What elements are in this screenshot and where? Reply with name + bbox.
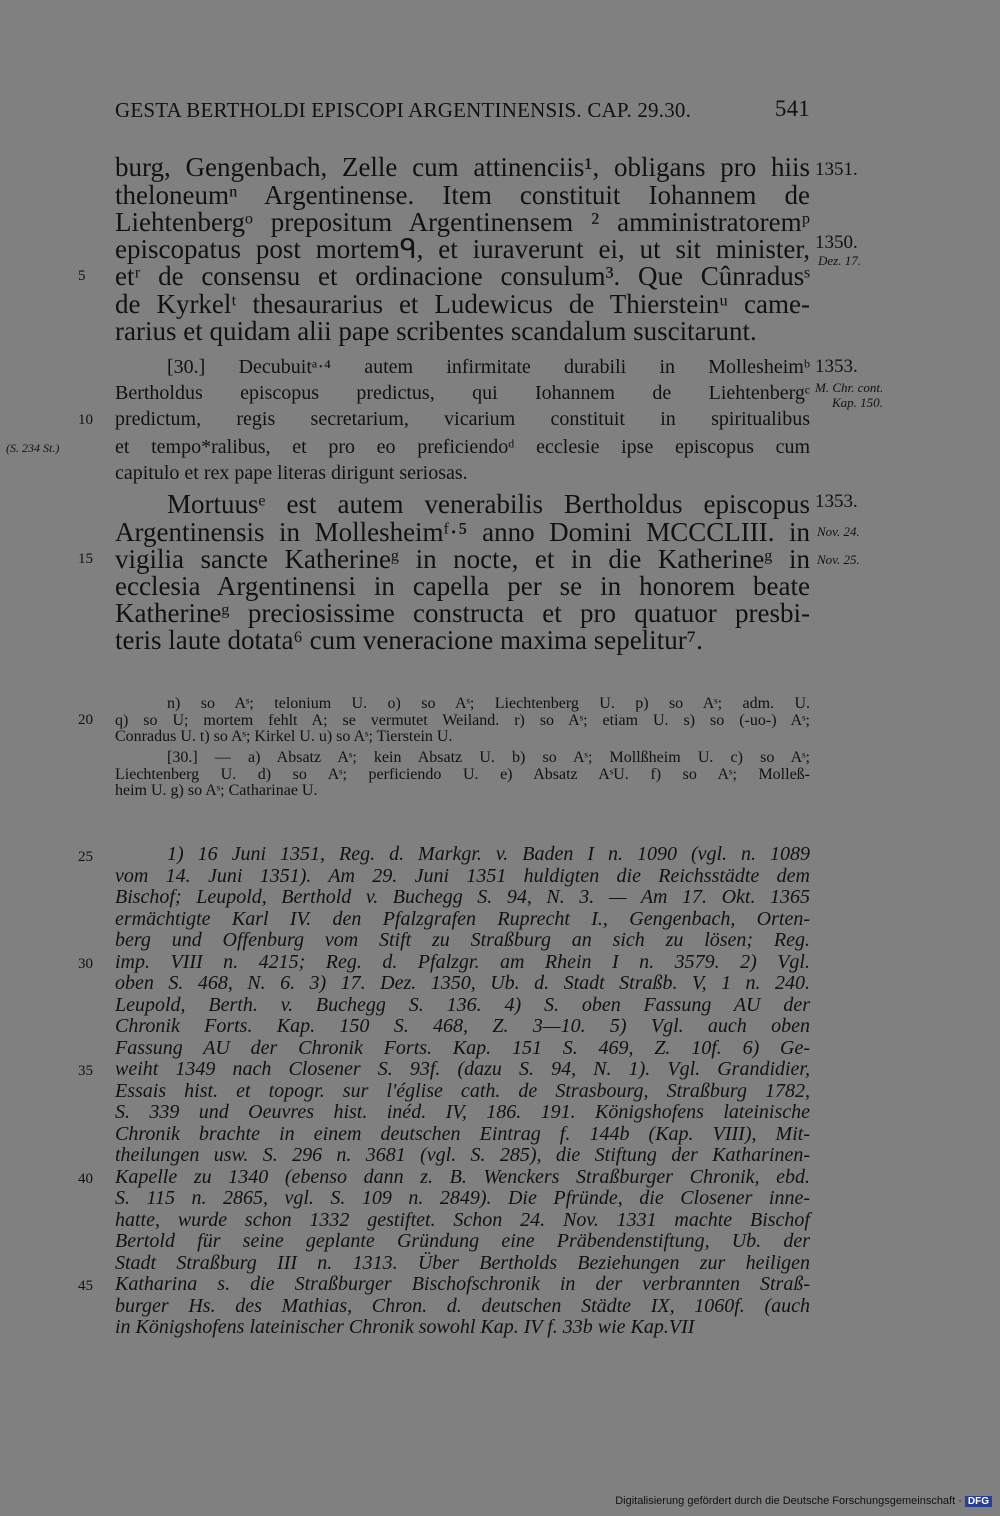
note-line: vom 14. Juni 1351). Am 29. Juni 1351 huldigten die Reichsstädte dem	[115, 865, 810, 887]
margin-source: Kap. 150.	[832, 395, 883, 410]
mortuus-line: ecclesia Argentinensi in capella per se in honorem beate	[115, 571, 810, 601]
margin-year: 1350.	[815, 232, 858, 253]
note-line: S. 339 und Oeuvres hist. inéd. IV, 186. 191. Königshofens lateinische	[115, 1101, 810, 1123]
margin-page-reference: (S. 234 St.)	[6, 441, 60, 455]
text-line: episcopatus post mortemᑫ, et iuraverunt ei, ut sit minister,	[115, 234, 810, 264]
note-line: Chronik brachte in einem deutschen Eintrag f. 144b (Kap. VIII), Mit-	[115, 1123, 810, 1145]
line-number: 5	[78, 268, 86, 284]
apparatus-line: [30.] — a) Absatz Aˢ; kein Absatz U. b) so Aˢ; Mollßheim U. c) so Aˢ;	[167, 749, 810, 766]
note-line: ermächtigte Karl IV. den Pfalzgrafen Ruprecht I., Gengenbach, Orten-	[115, 908, 810, 930]
note-line: weiht 1349 nach Closener S. 93f. (dazu S. 94, N. 1). Vgl. Grandidier,	[115, 1058, 810, 1080]
apparatus-line: q) so U; mortem fehlt A; se vermutet Weiland. r) so Aˢ; etiam U. s) so (-uo-) Aˢ;	[115, 712, 810, 729]
margin-source: M. Chr. cont.	[815, 380, 884, 395]
note-line: hatte, wurde schon 1332 gestiftet. Schon 24. Nov. 1331 machte Bischof	[115, 1209, 810, 1231]
apparatus-line: Conradus U. t) so Aˢ; Kirkel U. u) so Aˢ; Tierstein U.	[115, 728, 453, 745]
text-line: theloneumⁿ Argentinense. Item constituit Iohannem de	[115, 180, 810, 210]
dfg-logo: DFG	[965, 1496, 992, 1507]
line-number: 30	[78, 956, 93, 972]
mortuus-line: vigilia sancte Katherineᵍ in nocte, et in die Katherineᵍ in	[115, 544, 810, 574]
section-30-line: predictum, regis secretarium, vicarium constituit in spiritualibus	[115, 408, 810, 430]
mortuus-line: teris laute dotata⁶ cum veneracione maxima sepelitur⁷.	[115, 625, 703, 655]
section-30-line: et tempo*ralibus, et pro eo preficiendoᵈ ecclesie ipse episcopus cum	[115, 436, 810, 458]
margin-year: 1353.	[815, 491, 858, 512]
line-number: 20	[78, 712, 93, 728]
line-number: 25	[78, 849, 93, 865]
mortuus-line: Mortuusᵉ est autem venerabilis Bertholdus episcopus	[167, 489, 810, 519]
margin-year: 1351.	[815, 159, 858, 180]
header-title: GESTA BERTHOLDI EPISCOPI ARGENTINENSIS. CAP. 29.30.	[115, 98, 692, 122]
note-line: in Königshofens lateinischer Chronik sowohl Kap. IV f. 33b wie Kap.VII	[115, 1316, 695, 1338]
line-number: 45	[78, 1278, 93, 1294]
margin-date: Dez. 17.	[818, 253, 861, 268]
section-30-line: capitulo et rex pape literas dirigunt seriosas.	[115, 462, 468, 484]
note-line: Fassung AU der Chronik Forts. Kap. 151 S. 469, Z. 10f. 6) Ge-	[115, 1037, 810, 1059]
note-line: Bertold für seine geplante Gründung eine Präbendenstiftung, Ub. der	[115, 1230, 810, 1252]
note-line: 1) 16 Juni 1351, Reg. d. Markgr. v. Baden I n. 1090 (vgl. n. 1089	[167, 843, 810, 865]
apparatus-line: n) so Aˢ; telonium U. o) so Aˢ; Liechtenberg U. p) so Aˢ; adm. U.	[167, 695, 810, 712]
note-line: Bischof; Leupold, Berthold v. Buchegg S. 94, N. 3. — Am 17. Okt. 1365	[115, 886, 810, 908]
note-line: Essais hist. et topogr. sur l'église cath. de Strasbourg, Straßburg 1782,	[115, 1080, 810, 1102]
line-number: 10	[78, 412, 93, 428]
section-30-line: Bertholdus episcopus predictus, qui Iohannem de Liehtenbergᶜ	[115, 382, 810, 404]
text-line: burg, Gengenbach, Zelle cum attinenciis¹, obligans pro hiis	[115, 152, 810, 182]
apparatus-line: heim U. g) so Aˢ; Catharinae U.	[115, 782, 318, 799]
margin-year: 1353.	[815, 356, 858, 377]
note-line: berg und Offenburg vom Stift zu Straßburg an sich zu lösen; Reg.	[115, 929, 810, 951]
footer-text: Digitalisierung gefördert durch die Deutsche Forschungsgemeinschaft ·	[615, 1495, 962, 1507]
line-number: 15	[78, 551, 93, 567]
note-line: Stadt Straßburg III n. 1313. Über Bertholds Beziehungen zur heiligen	[115, 1252, 810, 1274]
note-line: burger Hs. des Mathias, Chron. d. deutschen Städte IX, 1060f. (auch	[115, 1295, 810, 1317]
margin-date: Nov. 24.	[817, 524, 860, 539]
running-header	[115, 98, 810, 123]
note-line: Leupold, Berth. v. Buchegg S. 136. 4) S. oben Fassung AU der	[115, 994, 810, 1016]
margin-date: Nov. 25.	[817, 552, 860, 567]
note-line: imp. VIII n. 4215; Reg. d. Pfalzgr. am Rhein I n. 3579. 2) Vgl.	[115, 951, 810, 973]
page-number: 541	[774, 96, 810, 121]
note-line: Kapelle zu 1340 (ebenso dann z. B. Wenckers Straßburger Chronik, ebd.	[115, 1166, 810, 1188]
apparatus-line: Liechtenberg U. d) so Aˢ; perficiendo U. e) Absatz AˢU. f) so Aˢ; Molleß-	[115, 766, 810, 783]
mortuus-line: Argentinensis in Mollesheimᶠ·⁵ anno Domini MCCCLIII. in	[115, 517, 810, 547]
note-line: theilungen usw. S. 296 n. 3681 (vgl. S. 285), die Stiftung der Katharinen-	[115, 1144, 810, 1166]
section-30-line: [30.] Decubuitᵃ·⁴ autem infirmitate durabili in Mollesheimᵇ	[167, 356, 810, 378]
note-line: oben S. 468, N. 6. 3) 17. Dez. 1350, Ub. d. Stadt Straßb. V, 1 n. 240.	[115, 972, 810, 994]
line-number: 35	[78, 1063, 93, 1079]
text-line: etʳ de consensu et ordinacione consulum³. Que Cûnradusˢ	[115, 261, 810, 291]
note-line: S. 115 n. 2865, vgl. S. 109 n. 2849). Die Pfründe, die Closener inne-	[115, 1187, 810, 1209]
text-line: de Kyrkelᵗ thesaurarius et Ludewicus de Thiersteinᵘ came-	[115, 289, 810, 319]
note-line: Katharina s. die Straßburger Bischofschronik in der verbrannten Straß-	[115, 1273, 810, 1295]
footer-credit	[615, 1495, 992, 1507]
mortuus-line: Katherineᵍ preciosissime constructa et pro quatuor presbi-	[115, 598, 810, 628]
line-number: 40	[78, 1171, 93, 1187]
text-line: rarius et quidam alii pape scribentes scandalum suscitarunt.	[115, 316, 757, 346]
note-line: Chronik Forts. Kap. 150 S. 468, Z. 3—10. 5) Vgl. auch oben	[115, 1015, 810, 1037]
text-line: Liehtenbergᵒ prepositum Argentinensem ² amministratoremᵖ	[115, 207, 810, 237]
